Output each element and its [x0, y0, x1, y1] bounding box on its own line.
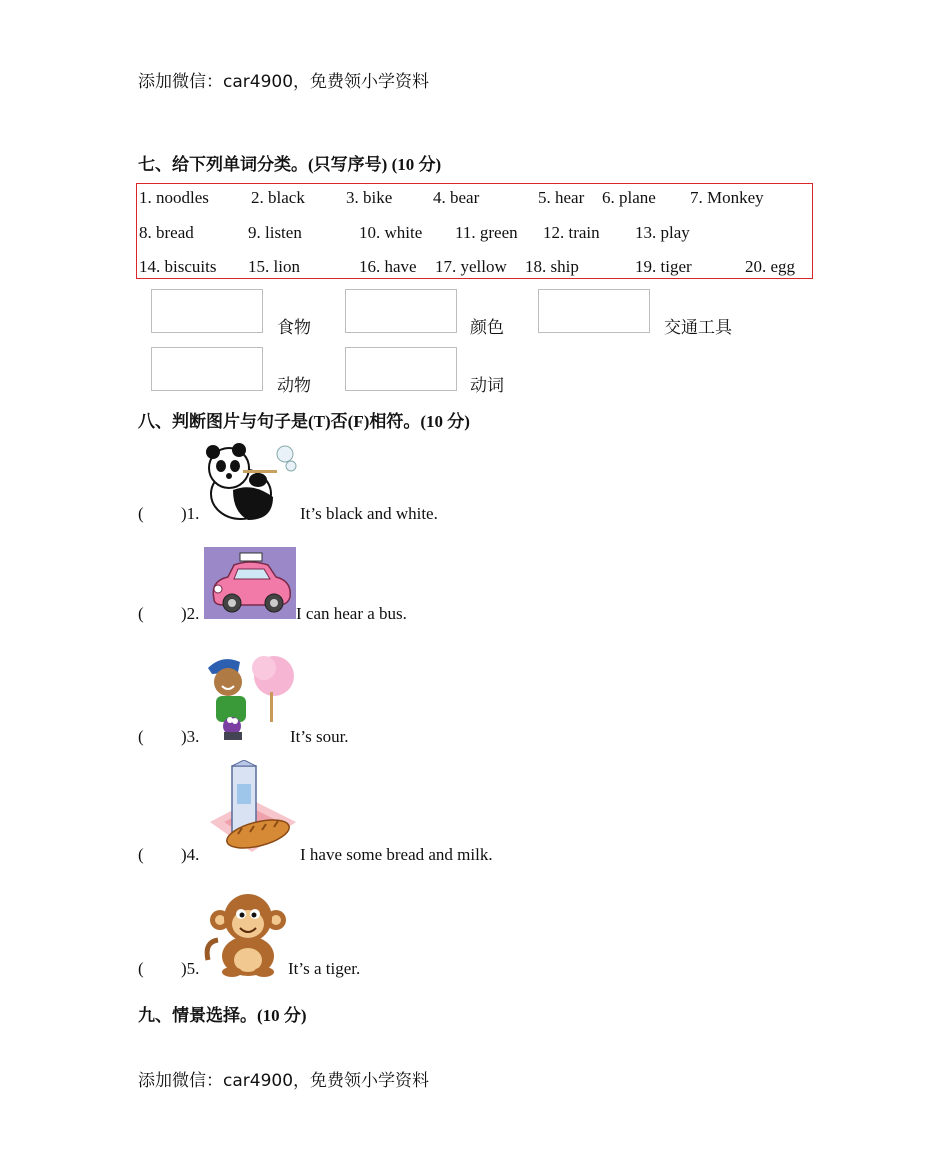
- word-item: 13. play: [635, 223, 690, 242]
- question-sentence: It’s sour.: [290, 727, 349, 746]
- footer-note: [138, 1068, 429, 1094]
- footer-note-prefix: 添加微信：: [138, 1071, 223, 1090]
- word-item: 17. yellow: [435, 257, 507, 276]
- answer-paren-open: (: [138, 845, 144, 864]
- monkey-icon: [204, 890, 290, 978]
- section8-title: 八、判断图片与句子是(T)否(F)相符。(10 分): [138, 412, 470, 431]
- boy-cotton-candy-icon: [204, 654, 296, 746]
- color-answer-box[interactable]: [345, 289, 457, 333]
- question-sentence: I have some bread and milk.: [300, 845, 493, 864]
- header-note-suffix: ，免费领小学资料: [293, 72, 430, 91]
- word-item: 15. lion: [248, 257, 300, 276]
- bread-milk-icon: [204, 760, 300, 862]
- word-item: 3. bike: [346, 188, 393, 207]
- word-item: 7. Monkey: [690, 188, 764, 207]
- question-number: )1.: [181, 504, 200, 523]
- word-item: 1. noodles: [139, 188, 209, 207]
- section9-title: 九、情景选择。(10 分): [138, 1006, 307, 1025]
- word-item: 8. bread: [139, 223, 194, 242]
- category-label-transport: 交通工具: [664, 318, 732, 337]
- question-number: )4.: [181, 845, 200, 864]
- transport-answer-box[interactable]: [538, 289, 650, 333]
- word-bank: [136, 183, 813, 279]
- answer-paren-open: (: [138, 727, 144, 746]
- question-sentence: I can hear a bus.: [296, 604, 407, 623]
- category-label-food: 食物: [277, 318, 311, 337]
- footer-note-id: car4900: [223, 1071, 294, 1091]
- footer-note-suffix: ，免费领小学资料: [293, 1071, 430, 1090]
- food-answer-box[interactable]: [151, 289, 263, 333]
- panda-icon: [203, 442, 303, 522]
- header-note-prefix: 添加微信：: [138, 72, 223, 91]
- question-number: )3.: [181, 727, 200, 746]
- question-number: )2.: [181, 604, 200, 623]
- word-item: 2. black: [251, 188, 305, 207]
- word-item: 5. hear: [538, 188, 585, 207]
- animal-answer-box[interactable]: [151, 347, 263, 391]
- question-sentence: It’s a tiger.: [288, 959, 361, 978]
- word-item: 12. train: [543, 223, 600, 242]
- answer-paren-open: (: [138, 504, 144, 523]
- category-label-animal: 动物: [277, 376, 311, 395]
- header-note-id: car4900: [223, 72, 294, 92]
- word-item: 18. ship: [525, 257, 579, 276]
- question-sentence: It’s black and white.: [300, 504, 438, 523]
- word-item: 11. green: [455, 223, 518, 242]
- word-item: 9. listen: [248, 223, 302, 242]
- word-item: 14. biscuits: [139, 257, 217, 276]
- word-item: 19. tiger: [635, 257, 692, 276]
- header-note: [138, 68, 458, 96]
- question-number: )5.: [181, 959, 200, 978]
- verb-answer-box[interactable]: [345, 347, 457, 391]
- taxi-icon: [204, 547, 296, 619]
- word-item: 20. egg: [745, 257, 796, 276]
- category-label-color: 颜色: [470, 318, 504, 337]
- section7-title: 七、给下列单词分类。(只写序号) (10 分): [138, 155, 442, 174]
- word-item: 4. bear: [433, 188, 480, 207]
- category-label-verb: 动词: [470, 376, 504, 395]
- word-item: 16. have: [359, 257, 417, 276]
- answer-paren-open: (: [138, 959, 144, 978]
- word-item: 6. plane: [602, 188, 656, 207]
- word-item: 10. white: [359, 223, 423, 242]
- answer-paren-open: (: [138, 604, 144, 623]
